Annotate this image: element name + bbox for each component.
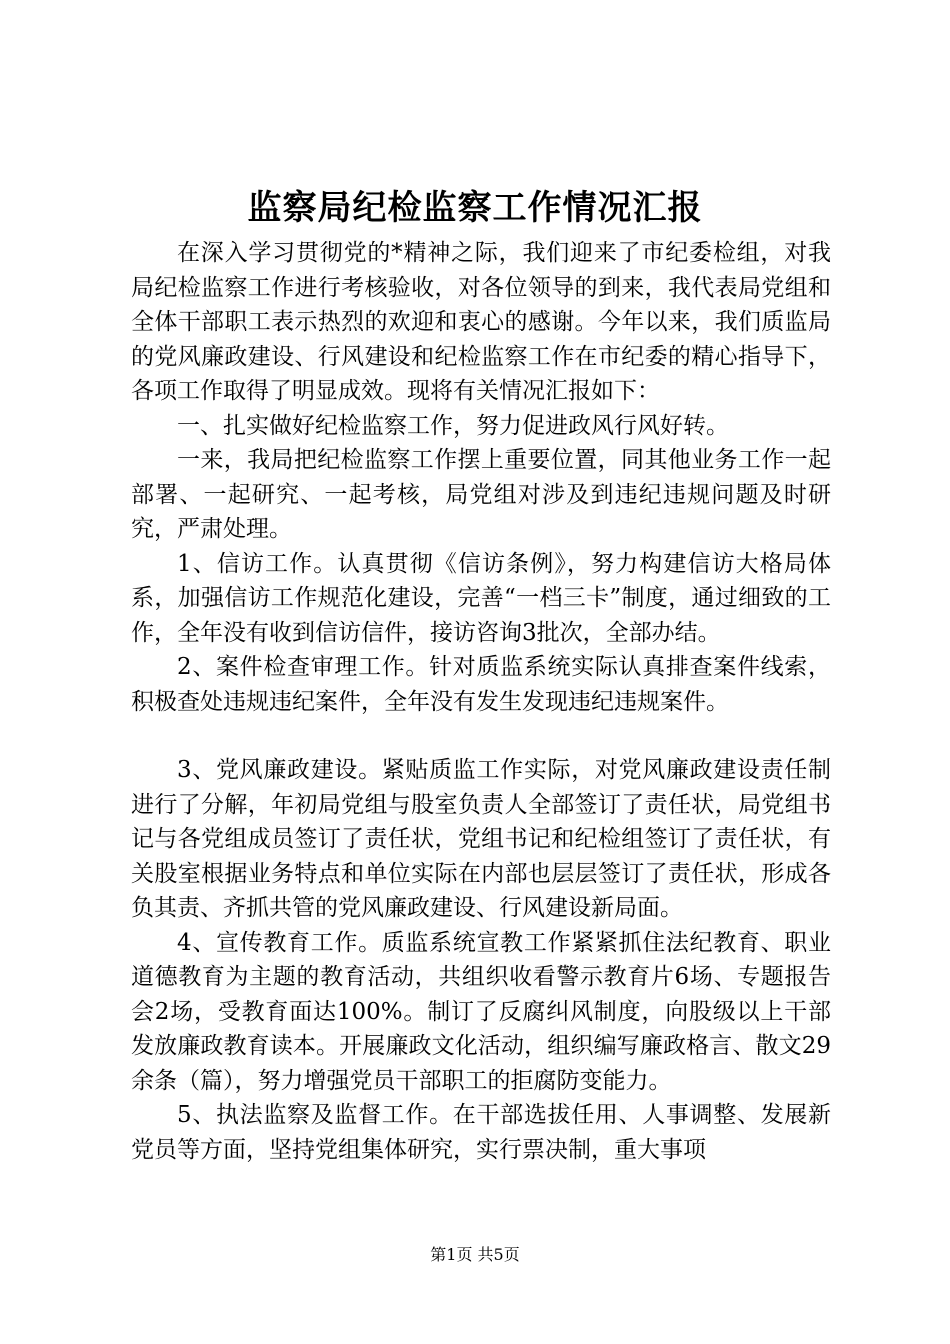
paragraph-section-heading: 一、扎实做好纪检监察工作，努力促进政风行风好转。 bbox=[177, 412, 729, 439]
paragraph-petition-work: 1、信访工作。认真贯彻《信访条例》，努力构建信访大格局体系，加强信访工作规范化建设，完善“一档三卡”制度，通过细致的工作，全年没有收到信访信件，接访咨询3批次，全部办结。 bbox=[131, 550, 831, 646]
paragraph-case-review: 2、案件检查审理工作。针对质监系统实际认真排查案件线索，积极查处违规违纪案件，全年没有发生发现违纪违规案件。 bbox=[131, 654, 831, 715]
document-title: 监察局纪检监察工作情况汇报 bbox=[247, 188, 703, 228]
page-footer: 第1页 共5页 bbox=[430, 1245, 520, 1264]
paragraph-intro: 在深入学习贯彻党的*精神之际，我们迎来了市纪委检组，对我局纪检监察工作进行考核验收，对各位领导的到来，我代表局党组和全体干部职工表示热烈的欢迎和衷心的感谢。今年以来，我们质监局的党风廉政建设、行风建设和纪检监察工作在市纪委的精心指导下，各项工作取得了明显成效。现将有关情况汇报如下： bbox=[131, 240, 831, 404]
paragraph-overview: 一来，我局把纪检监察工作摆上重要位置，同其他业务工作一起部署、一起研究、一起考核，局党组对涉及到违纪违规问题及时研究，严肃处理。 bbox=[131, 447, 831, 542]
document-body bbox=[131, 236, 831, 1167]
paragraph-education: 4、宣传教育工作。质监系统宣教工作紧紧抓住法纪教育、职业道德教育为主题的教育活动，共组织收看警示教育片6场、专题报告会2场，受教育面达100%。制订了反腐纠风制度，向股级以上干部发放廉政教育读本。开展廉政文化活动，组织编写廉政格言、散文29余条（篇），努力增强党员干部职工的拒腐防变能力。 bbox=[131, 929, 831, 1094]
paragraph-supervision: 5、执法监察及监督工作。在干部选拔任用、人事调整、发展新党员等方面，坚持党组集体研究，实行票决制，重大事项 bbox=[131, 1102, 831, 1163]
paragraph-party-conduct: 3、党风廉政建设。紧贴质监工作实际，对党风廉政建设责任制进行了分解，年初局党组与股室负责人全部签订了责任状，局党组书记与各党组成员签订了责任状，党组书记和纪检组签订了责任状，有关股室根据业务特点和单位实际在内部也层层签订了责任状，形成各负其责、齐抓共管的党风廉政建设、行风建设新局面。 bbox=[131, 757, 831, 921]
